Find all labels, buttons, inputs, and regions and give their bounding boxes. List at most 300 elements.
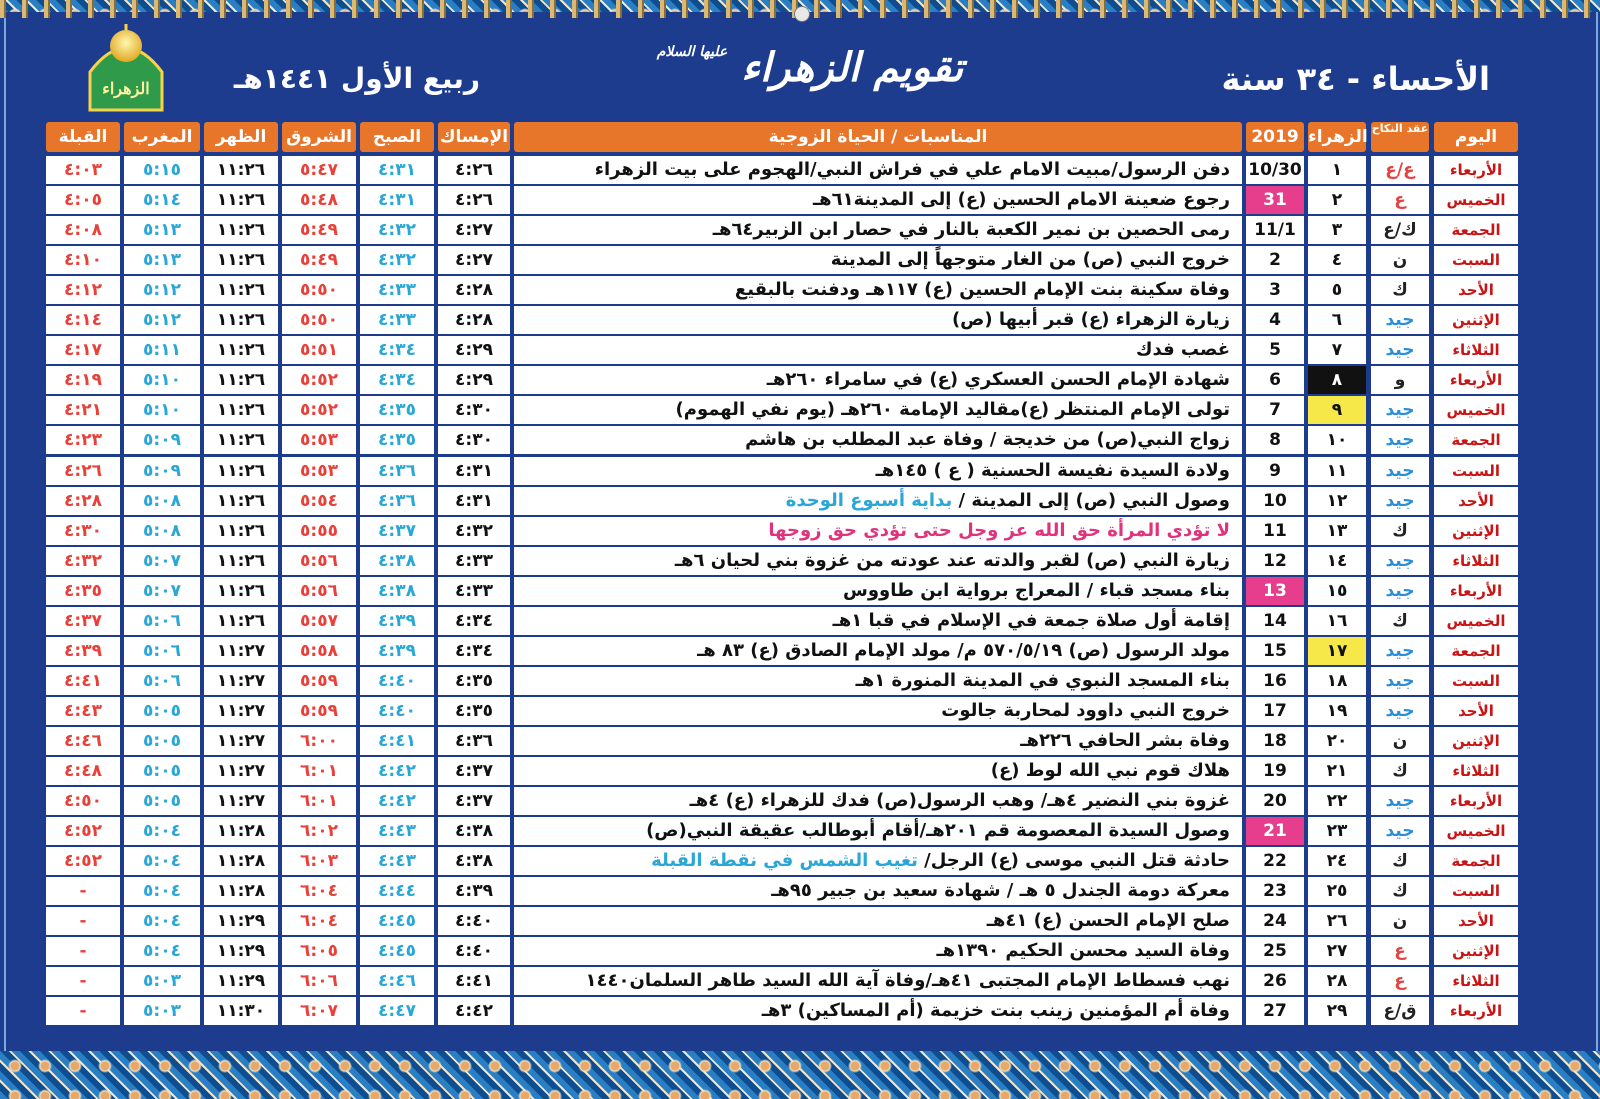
col-day-header: اليوم [1434, 122, 1518, 152]
table-row [0, 667, 1600, 697]
zuhr-time-cell: ١١:٢٨ [204, 847, 278, 875]
calendar-title-honorific: عليها السلام [656, 44, 728, 60]
qibla-time-cell: ٤:١٩ [46, 366, 120, 394]
day-cell: السبت [1434, 877, 1518, 905]
event-text: زيارة النبي (ص) لقبر والدته عند عودته من غزوة بني لحيان ٦هـ [674, 549, 1230, 571]
zahra-day-cell: ١٦ [1308, 607, 1366, 635]
table-row [0, 276, 1600, 306]
shuruq-time-cell: ٦:٠٠ [282, 727, 356, 755]
event-cell [514, 457, 1242, 485]
event-text: وصول النبي (ص) إلى المدينة / [958, 489, 1230, 511]
subh-time-cell: ٤:٣٣ [360, 306, 434, 334]
subh-time-cell: ٤:٣٤ [360, 366, 434, 394]
zuhr-time-cell: ١١:٢٦ [204, 457, 278, 485]
subh-time-cell: ٤:٤٦ [360, 967, 434, 995]
table-row [0, 426, 1600, 456]
gregorian-date-cell: 18 [1246, 727, 1304, 755]
event-text: خروج النبي داوود لمحاربة جالوت [941, 699, 1230, 721]
gregorian-date-cell: 3 [1246, 276, 1304, 304]
maghrib-time-cell: ٥:١٤ [124, 186, 200, 214]
maghrib-time-cell: ٥:٠٩ [124, 457, 200, 485]
gregorian-date-cell: 11/1 [1246, 216, 1304, 244]
zuhr-time-cell: ١١:٢٨ [204, 817, 278, 845]
logo-text: الزهراء [102, 79, 150, 98]
event-cell [514, 276, 1242, 304]
subh-time-cell: ٤:٤٣ [360, 817, 434, 845]
zuhr-time-cell: ١١:٢٦ [204, 366, 278, 394]
shuruq-time-cell: ٥:٤٩ [282, 246, 356, 274]
qibla-time-cell: - [46, 907, 120, 935]
table-row [0, 487, 1600, 517]
nikah-cell: ع [1371, 186, 1429, 214]
event-cell [514, 967, 1242, 995]
event-cell [514, 246, 1242, 274]
imsak-time-cell: ٤:٣٨ [438, 847, 510, 875]
nikah-cell: جيد [1371, 667, 1429, 695]
zuhr-time-cell: ١١:٢٩ [204, 967, 278, 995]
imsak-time-cell: ٤:٢٨ [438, 276, 510, 304]
zuhr-time-cell: ١١:٢٦ [204, 216, 278, 244]
zahra-day-cell: ٢٣ [1308, 817, 1366, 845]
maghrib-time-cell: ٥:١٥ [124, 156, 200, 184]
zuhr-time-cell: ١١:٢٦ [204, 517, 278, 545]
zahra-day-cell: ١٢ [1308, 487, 1366, 515]
zahra-day-cell: ١٥ [1308, 577, 1366, 605]
event-cell [514, 727, 1242, 755]
shuruq-time-cell: ٦:٠٣ [282, 847, 356, 875]
location-title: الأحساء - ٣٤ سنة [1221, 60, 1490, 98]
nikah-cell: ع [1371, 967, 1429, 995]
maghrib-time-cell: ٥:٠٣ [124, 997, 200, 1025]
shuruq-time-cell: ٦:٠١ [282, 787, 356, 815]
col-maghrib-header: المغرب [124, 122, 200, 152]
nikah-cell: ع [1371, 937, 1429, 965]
event-text: رجوع ضعينة الامام الحسين (ع) إلى المدينة٦١هـ [812, 189, 1230, 211]
imsak-time-cell: ٤:٢٧ [438, 216, 510, 244]
imsak-time-cell: ٤:٤٠ [438, 907, 510, 935]
shuruq-time-cell: ٥:٥٦ [282, 547, 356, 575]
qibla-time-cell: ٤:١٤ [46, 306, 120, 334]
table-row [0, 607, 1600, 637]
maghrib-time-cell: ٥:٠٤ [124, 937, 200, 965]
shuruq-time-cell: ٦:٠١ [282, 757, 356, 785]
zuhr-time-cell: ١١:٢٦ [204, 276, 278, 304]
day-cell: الأربعاء [1434, 577, 1518, 605]
shuruq-time-cell: ٥:٤٨ [282, 186, 356, 214]
subh-time-cell: ٤:٤٢ [360, 787, 434, 815]
imsak-time-cell: ٤:٣٣ [438, 547, 510, 575]
subh-time-cell: ٤:٣٤ [360, 336, 434, 364]
event-cell [514, 997, 1242, 1025]
gregorian-date-cell: 9 [1246, 457, 1304, 485]
nikah-cell: جيد [1371, 457, 1429, 485]
gregorian-date-cell: 10 [1246, 487, 1304, 515]
gregorian-date-cell: 22 [1246, 847, 1304, 875]
gregorian-date-cell: 27 [1246, 997, 1304, 1025]
event-cell [514, 547, 1242, 575]
gregorian-date-cell: 7 [1246, 396, 1304, 424]
qibla-time-cell: ٤:٢٣ [46, 426, 120, 454]
day-cell: الثلاثاء [1434, 547, 1518, 575]
day-cell: الأربعاء [1434, 366, 1518, 394]
event-text: وفاة بشر الحافي ٢٢٦هـ [1020, 729, 1230, 751]
shuruq-time-cell: ٥:٥٧ [282, 607, 356, 635]
maghrib-time-cell: ٥:١٣ [124, 216, 200, 244]
shuruq-time-cell: ٥:٥٣ [282, 457, 356, 485]
subh-time-cell: ٤:٤٣ [360, 847, 434, 875]
day-cell: الإثنين [1434, 517, 1518, 545]
qibla-time-cell: ٤:٢٦ [46, 457, 120, 485]
zahra-day-cell: ١٧ [1308, 637, 1366, 665]
table-row [0, 757, 1600, 787]
shuruq-time-cell: ٥:٥١ [282, 336, 356, 364]
imsak-time-cell: ٤:٣٥ [438, 697, 510, 725]
table-row [0, 366, 1600, 396]
subh-time-cell: ٤:٣١ [360, 186, 434, 214]
subh-time-cell: ٤:٣٢ [360, 216, 434, 244]
nikah-cell: و [1371, 366, 1429, 394]
zuhr-time-cell: ١١:٢٦ [204, 306, 278, 334]
maghrib-time-cell: ٥:٠٥ [124, 697, 200, 725]
table-row [0, 997, 1600, 1027]
table-row [0, 547, 1600, 577]
shuruq-time-cell: ٥:٥٤ [282, 487, 356, 515]
subh-time-cell: ٤:٣٢ [360, 246, 434, 274]
imsak-time-cell: ٤:٣٠ [438, 426, 510, 454]
imsak-time-cell: ٤:٣٢ [438, 517, 510, 545]
event-text: مولد الرسول (ص) ٥٧٠/٥/١٩ م/ مولد الإمام الصادق (ع) ٨٣ هـ [697, 639, 1230, 661]
zuhr-time-cell: ١١:٢٧ [204, 787, 278, 815]
qibla-time-cell: ٤:٠٣ [46, 156, 120, 184]
qibla-time-cell: ٤:٤١ [46, 667, 120, 695]
imsak-time-cell: ٤:٤١ [438, 967, 510, 995]
gregorian-date-cell: 2 [1246, 246, 1304, 274]
nikah-cell: جيد [1371, 547, 1429, 575]
zahra-day-cell: ٢٨ [1308, 967, 1366, 995]
shuruq-time-cell: ٦:٠٧ [282, 997, 356, 1025]
imsak-time-cell: ٤:٣١ [438, 457, 510, 485]
table-row [0, 727, 1600, 757]
nikah-cell: ك [1371, 517, 1429, 545]
event-cell [514, 426, 1242, 454]
subh-time-cell: ٤:٣٥ [360, 396, 434, 424]
nikah-cell: جيد [1371, 336, 1429, 364]
zuhr-time-cell: ١١:٢٧ [204, 667, 278, 695]
subh-time-cell: ٤:٤٥ [360, 937, 434, 965]
shuruq-time-cell: ٦:٠٢ [282, 817, 356, 845]
subh-time-cell: ٤:٤٧ [360, 997, 434, 1025]
gregorian-date-cell: 8 [1246, 426, 1304, 454]
event-cell [514, 667, 1242, 695]
gregorian-date-cell: 25 [1246, 937, 1304, 965]
nikah-cell: ن [1371, 727, 1429, 755]
day-cell: السبت [1434, 667, 1518, 695]
subh-time-cell: ٤:٣٦ [360, 487, 434, 515]
event-cell [514, 877, 1242, 905]
calendar-title [640, 44, 980, 91]
event-cell [514, 156, 1242, 184]
maghrib-time-cell: ٥:١٢ [124, 306, 200, 334]
qibla-time-cell: ٤:١٠ [46, 246, 120, 274]
col-subh-header: الصبح [360, 122, 434, 152]
zuhr-time-cell: ١١:٢٩ [204, 937, 278, 965]
day-cell: الأربعاء [1434, 997, 1518, 1025]
event-text: لا تؤدي المرأة حق الله عز وجل حتى تؤدي حق زوجها [768, 519, 1230, 541]
zahra-day-cell: ٤ [1308, 246, 1366, 274]
gregorian-date-cell: 16 [1246, 667, 1304, 695]
event-text: ولادة السيدة نفيسة الحسنية ( ع ) ١٤٥هـ [875, 459, 1230, 481]
shuruq-time-cell: ٥:٤٧ [282, 156, 356, 184]
event-cell [514, 577, 1242, 605]
day-cell: الإثنين [1434, 937, 1518, 965]
zahra-day-cell: ٢٧ [1308, 937, 1366, 965]
event-cell [514, 306, 1242, 334]
qibla-time-cell: ٤:٣٧ [46, 607, 120, 635]
zahra-day-cell: ٢١ [1308, 757, 1366, 785]
zahra-day-cell: ٨ [1308, 366, 1366, 394]
col-zahra-header: الزهراء [1308, 122, 1366, 152]
hanging-hole [794, 6, 810, 22]
event-text: شهادة الإمام الحسن العسكري (ع) في سامراء ٢٦٠هـ [766, 369, 1230, 391]
nikah-cell: جيد [1371, 396, 1429, 424]
imsak-time-cell: ٤:٣٣ [438, 577, 510, 605]
event-text: خروج النبي (ص) من الغار متوجهاً إلى المدينة [830, 249, 1230, 271]
qibla-time-cell: ٤:٥٢ [46, 847, 120, 875]
zuhr-time-cell: ١١:٣٠ [204, 997, 278, 1025]
maghrib-time-cell: ٥:٠٤ [124, 847, 200, 875]
day-cell: الإثنين [1434, 727, 1518, 755]
table-row [0, 156, 1600, 186]
imsak-time-cell: ٤:٣٦ [438, 727, 510, 755]
table-row [0, 577, 1600, 607]
subh-time-cell: ٤:٣٩ [360, 607, 434, 635]
subh-time-cell: ٤:٤٢ [360, 757, 434, 785]
maghrib-time-cell: ٥:٠٥ [124, 787, 200, 815]
shuruq-time-cell: ٥:٥٥ [282, 517, 356, 545]
maghrib-time-cell: ٥:٠٧ [124, 577, 200, 605]
imsak-time-cell: ٤:٢٩ [438, 336, 510, 364]
day-cell: الأحد [1434, 907, 1518, 935]
nikah-cell: ك [1371, 607, 1429, 635]
event-cell [514, 817, 1242, 845]
maghrib-time-cell: ٥:٠٦ [124, 637, 200, 665]
shuruq-time-cell: ٥:٥٢ [282, 366, 356, 394]
event-text: تولى الإمام المنتظر (ع)مقاليد الإمامة ٢٦٠هـ (يوم نفي الهموم) [675, 399, 1230, 421]
day-cell: الجمعة [1434, 426, 1518, 454]
event-text: صلح الإمام الحسن (ع) ٤١هـ [986, 910, 1230, 932]
gregorian-date-cell: 11 [1246, 517, 1304, 545]
gregorian-date-cell: 21 [1246, 817, 1304, 845]
col-nikah-header: عقد النكاح [1371, 122, 1429, 152]
event-highlight-text: بداية أسبوع الوحدة [785, 489, 953, 511]
event-cell [514, 637, 1242, 665]
event-text: غزوة بني النضير ٤هـ/ وهب الرسول(ص) فدك للزهراء (ع) ٤هـ [689, 790, 1230, 812]
event-text: وصول السيدة المعصومة قم ٢٠١هـ/أقام أبوطالب عقيقة النبي(ص) [646, 820, 1230, 842]
nikah-cell: جيد [1371, 306, 1429, 334]
zahra-day-cell: ١١ [1308, 457, 1366, 485]
gregorian-date-cell: 31 [1246, 186, 1304, 214]
qibla-time-cell: ٤:٥٢ [46, 817, 120, 845]
gregorian-date-cell: 10/30 [1246, 156, 1304, 184]
decorative-border-bottom [0, 1051, 1600, 1099]
maghrib-time-cell: ٥:٠٨ [124, 487, 200, 515]
gregorian-date-cell: 5 [1246, 336, 1304, 364]
gregorian-date-cell: 17 [1246, 697, 1304, 725]
gregorian-date-cell: 14 [1246, 607, 1304, 635]
event-cell [514, 517, 1242, 545]
zuhr-time-cell: ١١:٢٦ [204, 336, 278, 364]
zahra-logo-icon [80, 22, 172, 114]
col-zuhr-header: الظهر [204, 122, 278, 152]
zahra-day-cell: ١٤ [1308, 547, 1366, 575]
day-cell: الخميس [1434, 186, 1518, 214]
shuruq-time-cell: ٥:٥٠ [282, 306, 356, 334]
zuhr-time-cell: ١١:٢٦ [204, 396, 278, 424]
zahra-day-cell: ٣ [1308, 216, 1366, 244]
table-row [0, 877, 1600, 907]
maghrib-time-cell: ٥:٠٨ [124, 517, 200, 545]
subh-time-cell: ٤:٣٥ [360, 426, 434, 454]
zuhr-time-cell: ١١:٢٦ [204, 246, 278, 274]
table-row [0, 847, 1600, 877]
gregorian-date-cell: 6 [1246, 366, 1304, 394]
event-text: بناء مسجد قباء / المعراج برواية ابن طاووس [843, 579, 1230, 601]
shuruq-time-cell: ٥:٥٨ [282, 637, 356, 665]
imsak-time-cell: ٤:٣٤ [438, 607, 510, 635]
event-text: وفاة سكينة بنت الإمام الحسين (ع) ١١٧هـ ودفنت بالبقيع [734, 279, 1230, 301]
gregorian-date-cell: 24 [1246, 907, 1304, 935]
zahra-day-cell: ١٩ [1308, 697, 1366, 725]
zahra-day-cell: ٢٥ [1308, 877, 1366, 905]
qibla-time-cell: ٤:٤٦ [46, 727, 120, 755]
qibla-time-cell: ٤:٢١ [46, 396, 120, 424]
table-row [0, 937, 1600, 967]
subh-time-cell: ٤:٣٦ [360, 457, 434, 485]
imsak-time-cell: ٤:٣٧ [438, 787, 510, 815]
gregorian-date-cell: 19 [1246, 757, 1304, 785]
zuhr-time-cell: ١١:٢٦ [204, 547, 278, 575]
day-cell: الثلاثاء [1434, 967, 1518, 995]
shuruq-time-cell: ٦:٠٦ [282, 967, 356, 995]
nikah-cell: جيد [1371, 577, 1429, 605]
gregorian-date-cell: 20 [1246, 787, 1304, 815]
nikah-cell: جيد [1371, 787, 1429, 815]
event-cell [514, 847, 1242, 875]
imsak-time-cell: ٤:٢٧ [438, 246, 510, 274]
subh-time-cell: ٤:٣٣ [360, 276, 434, 304]
nikah-cell: ن [1371, 246, 1429, 274]
day-cell: الأحد [1434, 487, 1518, 515]
qibla-time-cell: ٤:٣٩ [46, 637, 120, 665]
day-cell: الخميس [1434, 817, 1518, 845]
qibla-time-cell: ٤:٣٥ [46, 577, 120, 605]
event-cell [514, 396, 1242, 424]
qibla-time-cell: ٤:١٢ [46, 276, 120, 304]
col-shuruq-header: الشروق [282, 122, 356, 152]
imsak-time-cell: ٤:٤٠ [438, 937, 510, 965]
qibla-time-cell: - [46, 937, 120, 965]
table-row [0, 967, 1600, 997]
event-cell [514, 697, 1242, 725]
zuhr-time-cell: ١١:٢٧ [204, 697, 278, 725]
day-cell: الجمعة [1434, 216, 1518, 244]
nikah-cell: ك/ع [1371, 216, 1429, 244]
event-cell [514, 757, 1242, 785]
nikah-cell: جيد [1371, 817, 1429, 845]
imsak-time-cell: ٤:٣٨ [438, 817, 510, 845]
shuruq-time-cell: ٥:٥٣ [282, 426, 356, 454]
subh-time-cell: ٤:٤٥ [360, 907, 434, 935]
gregorian-date-cell: 15 [1246, 637, 1304, 665]
event-text: بناء المسجد النبوي في المدينة المنورة ١هـ [855, 669, 1230, 691]
maghrib-time-cell: ٥:٠٥ [124, 757, 200, 785]
shuruq-time-cell: ٦:٠٤ [282, 877, 356, 905]
qibla-time-cell: ٤:٤٣ [46, 697, 120, 725]
table-row [0, 817, 1600, 847]
shuruq-time-cell: ٥:٥٢ [282, 396, 356, 424]
shuruq-time-cell: ٦:٠٥ [282, 937, 356, 965]
nikah-cell: جيد [1371, 697, 1429, 725]
day-cell: الأربعاء [1434, 787, 1518, 815]
table-row [0, 517, 1600, 547]
table-row [0, 637, 1600, 667]
zuhr-time-cell: ١١:٢٦ [204, 426, 278, 454]
table-row [0, 396, 1600, 426]
qibla-time-cell: ٤:٥٠ [46, 787, 120, 815]
qibla-time-cell: ٤:٣٠ [46, 517, 120, 545]
subh-time-cell: ٤:٣٧ [360, 517, 434, 545]
event-text: زواج النبي(ص) من خديجة / وفاة عبد المطلب بن هاشم [745, 429, 1230, 451]
day-cell: الجمعة [1434, 847, 1518, 875]
gregorian-date-cell: 4 [1246, 306, 1304, 334]
maghrib-time-cell: ٥:٠٧ [124, 547, 200, 575]
nikah-cell: ع/ع [1371, 156, 1429, 184]
imsak-time-cell: ٤:٣٩ [438, 877, 510, 905]
event-text: غصب فدك [1135, 339, 1230, 361]
table-row [0, 246, 1600, 276]
event-text: رمى الحصين بن نمير الكعبة بالنار في حصار ابن الزبير٦٤هـ [712, 219, 1230, 241]
day-cell: السبت [1434, 246, 1518, 274]
subh-time-cell: ٤:٣١ [360, 156, 434, 184]
zuhr-time-cell: ١١:٢٦ [204, 487, 278, 515]
shuruq-time-cell: ٥:٤٩ [282, 216, 356, 244]
zahra-day-cell: ٢٦ [1308, 907, 1366, 935]
gregorian-date-cell: 23 [1246, 877, 1304, 905]
subh-time-cell: ٤:٤٤ [360, 877, 434, 905]
maghrib-time-cell: ٥:١٣ [124, 246, 200, 274]
shuruq-time-cell: ٥:٥٦ [282, 577, 356, 605]
subh-time-cell: ٤:٤١ [360, 727, 434, 755]
table-row [0, 186, 1600, 216]
zahra-day-cell: ٢٠ [1308, 727, 1366, 755]
event-text: إقامة أول صلاة جمعة في الإسلام في قبا ١هـ [832, 609, 1230, 631]
gregorian-date-cell: 26 [1246, 967, 1304, 995]
qibla-time-cell: - [46, 997, 120, 1025]
zuhr-time-cell: ١١:٢٧ [204, 727, 278, 755]
zahra-day-cell: ٩ [1308, 396, 1366, 424]
day-cell: الأحد [1434, 276, 1518, 304]
zahra-day-cell: ٢ [1308, 186, 1366, 214]
zuhr-time-cell: ١١:٢٨ [204, 877, 278, 905]
col-qibla-header: القبلة [46, 122, 120, 152]
imsak-time-cell: ٤:٤٢ [438, 997, 510, 1025]
shuruq-time-cell: ٥:٥٩ [282, 697, 356, 725]
shuruq-time-cell: ٥:٥٩ [282, 667, 356, 695]
zahra-day-cell: ١٨ [1308, 667, 1366, 695]
subh-time-cell: ٤:٤٠ [360, 697, 434, 725]
zahra-day-cell: ١٠ [1308, 426, 1366, 454]
event-cell [514, 487, 1242, 515]
